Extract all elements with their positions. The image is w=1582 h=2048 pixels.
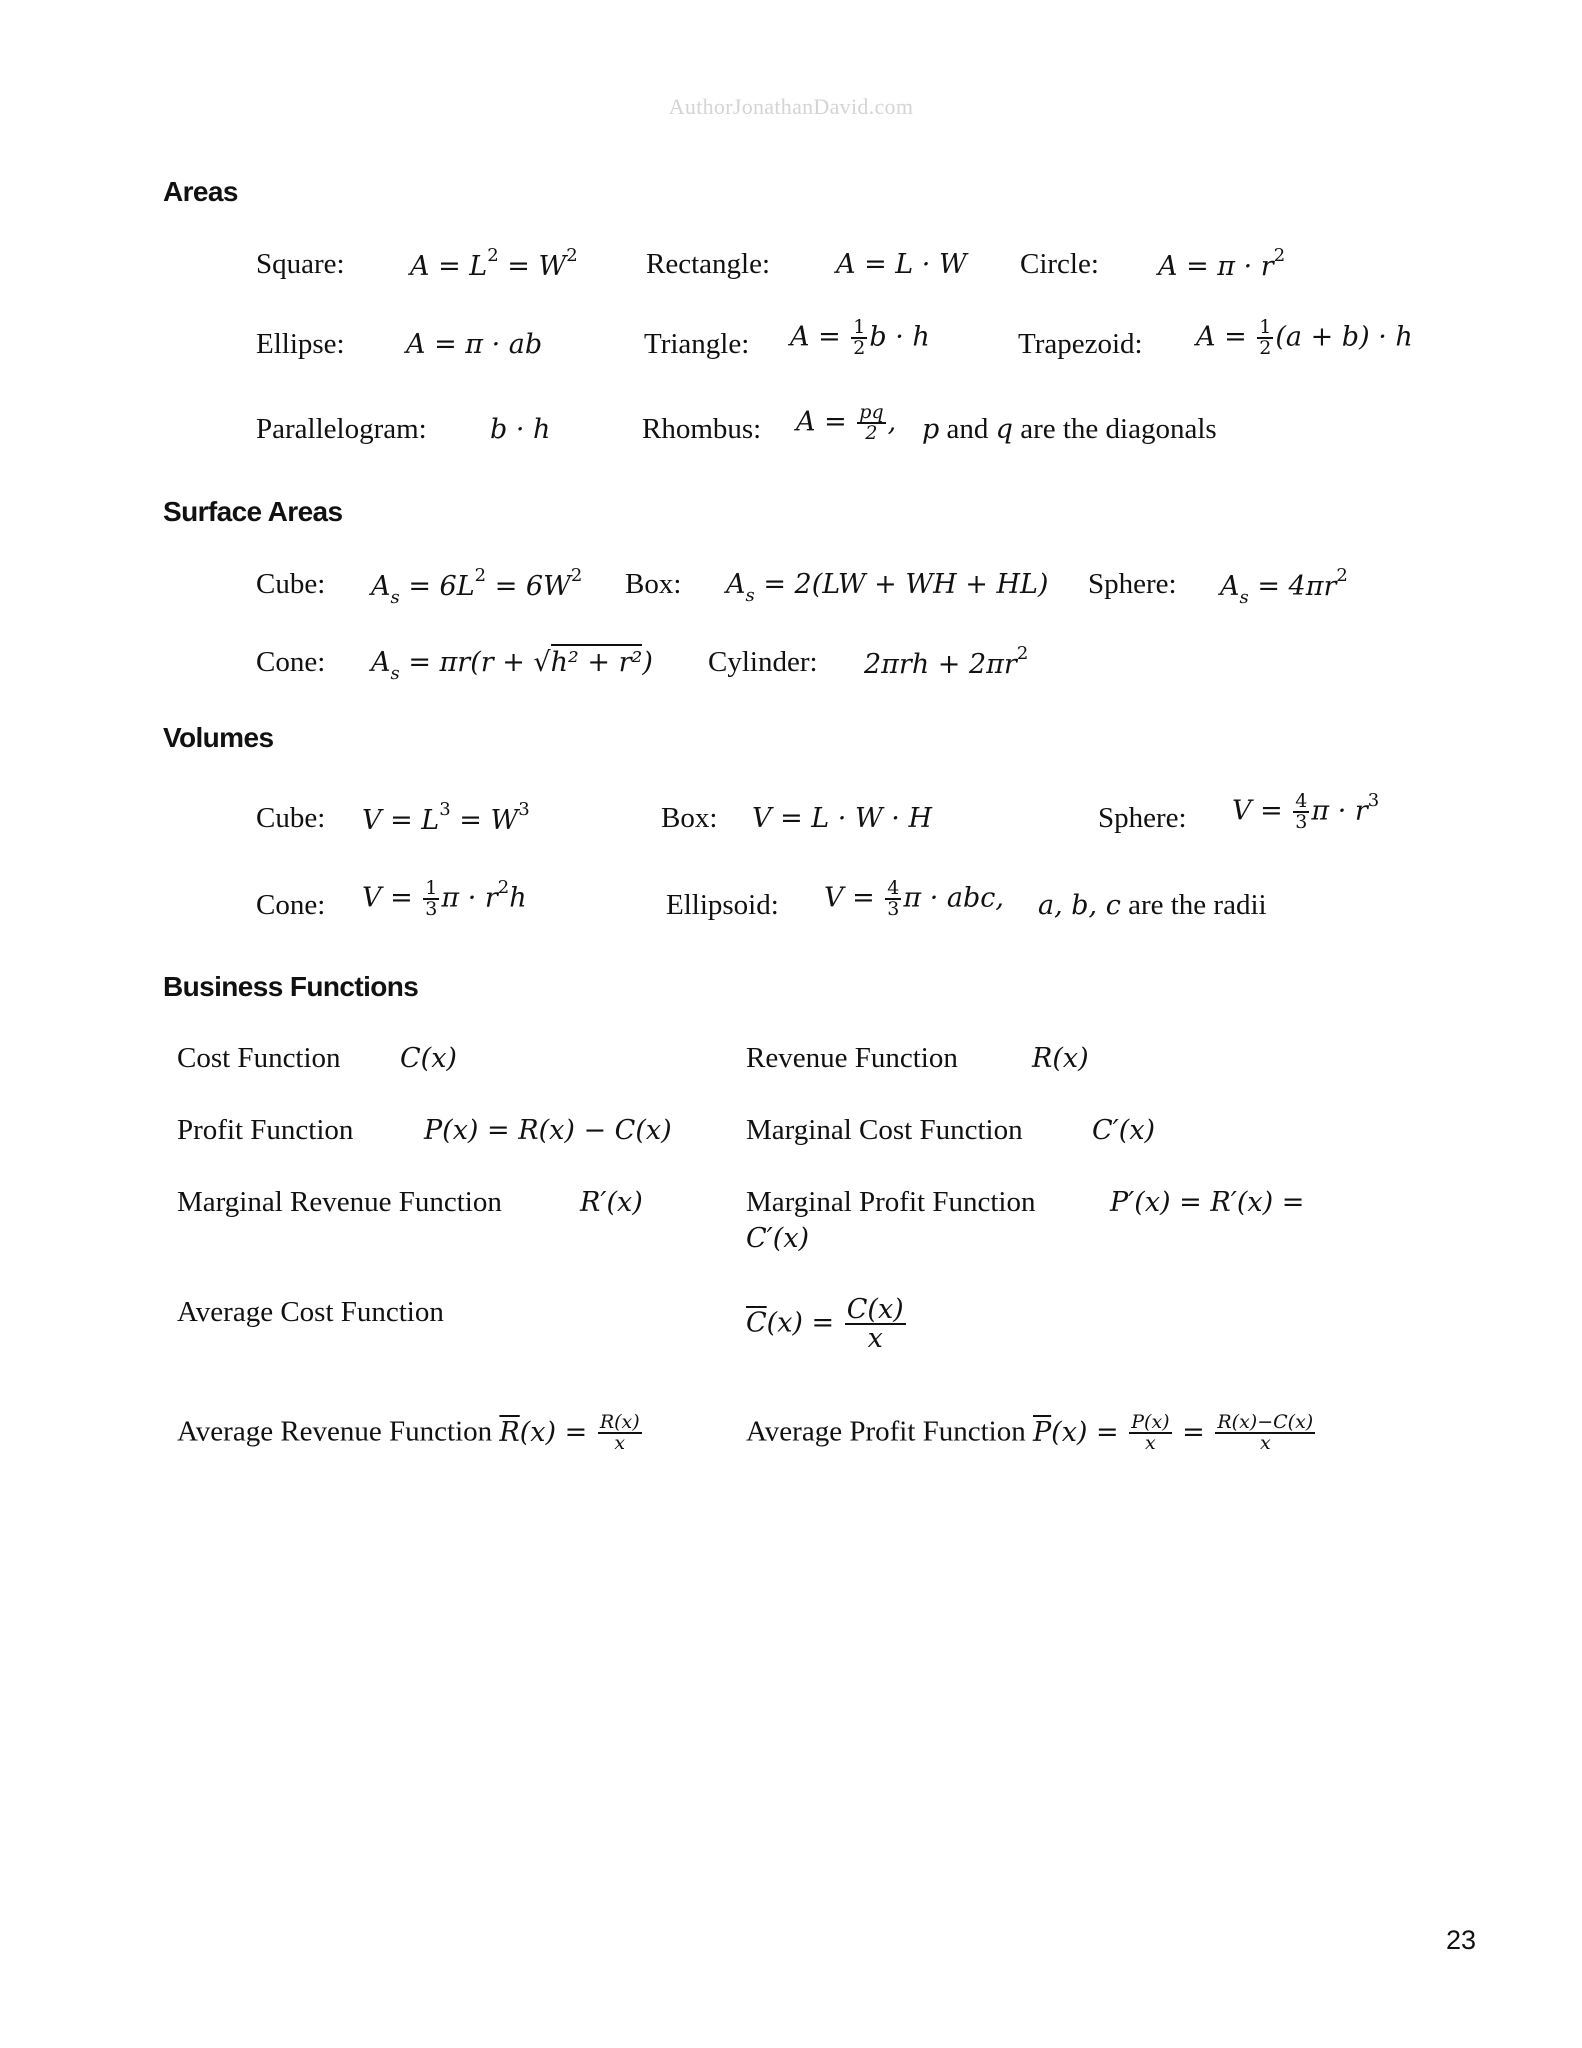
formula-vol-box: V = L · W · H: [752, 803, 933, 834]
formula-sa-cylinder: $2\pi rh + 2\pi r^2$: [864, 643, 1029, 680]
section-heading-areas: Areas: [163, 176, 238, 207]
label-marginal-profit-function: Marginal Profit Function: [746, 1186, 1036, 1218]
formula-cost-function: C(x): [400, 1043, 457, 1074]
formula-marginal-profit-line1: P′(x) = R′(x) =: [1110, 1187, 1305, 1218]
formula-triangle: A = $\frac{1}{2}$ b · h: [790, 316, 930, 359]
label-revenue-function: Revenue Function: [746, 1042, 958, 1074]
label-sa-sphere: Sphere:: [1088, 568, 1177, 600]
formula-sa-box: $A_s = 2(LW$ + WH + HL): [726, 569, 1049, 607]
page-number: 23: [1446, 1925, 1477, 1955]
formula-rhombus: A = $\frac{pq}{2}$ ,: [796, 401, 897, 444]
formula-rectangle: A = L · W: [836, 249, 967, 280]
ellipsoid-note: a, b, c are the radii: [1038, 889, 1267, 921]
header-watermark: AuthorJonathanDavid.com: [668, 94, 914, 119]
label-ellipse: Ellipse:: [256, 328, 345, 360]
formula-square: $A = L^2 = W^2$: [410, 245, 578, 282]
label-rectangle: Rectangle:: [646, 248, 771, 280]
formula-marginal-revenue-function: R′(x): [580, 1187, 643, 1218]
formula-parallelogram: b · h: [490, 414, 551, 445]
formula-revenue-function: R(x): [1032, 1043, 1089, 1074]
label-parallelogram: Parallelogram:: [256, 413, 427, 445]
label-vol-cone: Cone:: [256, 889, 326, 921]
label-vol-ellipsoid: Ellipsoid:: [666, 889, 779, 921]
formula-sa-sphere: $A_s = 4\pi r^2$: [1220, 565, 1348, 609]
formula-vol-ellipsoid: V = $\frac{4}{3}$ π · abc,: [824, 877, 1004, 920]
label-sa-cone: Cone:: [256, 646, 326, 678]
section-heading-volumes: Volumes: [163, 722, 274, 753]
label-rhombus: Rhombus:: [642, 413, 762, 445]
label-square: Square:: [256, 248, 345, 280]
label-vol-box: Box:: [661, 802, 718, 834]
label-triangle: Triangle:: [644, 328, 750, 360]
formula-circle: $A = \pi \cdot r^2$: [1158, 245, 1286, 282]
label-vol-cube: Cube:: [256, 802, 326, 834]
label-circle: Circle:: [1020, 248, 1099, 280]
label-average-cost-function: Average Cost Function: [177, 1296, 444, 1328]
formula-trapezoid: A = $\frac{1}{2}$ (a + b) · h: [1196, 316, 1413, 359]
label-average-profit-function: Average Profit Function $\overline{P}(x)$ = $\frac{P(x)}{x}$ = $\frac{R(x)-C(x)}{x}$: [746, 1413, 1317, 1453]
section-heading-surface-areas: Surface Areas: [163, 496, 343, 527]
formula-vol-cone: V = $\frac{1}{3}$ $\pi \cdot r^2h$: [362, 876, 527, 920]
formula-average-cost-function: $\overline{C}(x)$ = $\frac{C(x)}{x}$: [746, 1294, 904, 1354]
label-average-revenue-function: Average Revenue Function $\overline{R}(x)$ = $\frac{R(x)}{x}$: [177, 1413, 644, 1453]
formula-vol-sphere: V = $\frac{4}{3}$ $\pi \cdot r^3$: [1232, 789, 1380, 833]
label-trapezoid: Trapezoid:: [1018, 328, 1143, 360]
rhombus-note: p and q are the diagonals: [922, 413, 1217, 445]
label-vol-sphere: Sphere:: [1098, 802, 1187, 834]
formula-sa-cone: $A_s = \pi r(r + √h^2 + r^2)$: [371, 647, 653, 682]
formula-vol-cube: $V = L^3 = W^3$: [362, 799, 530, 836]
formula-marginal-cost-function: C′(x): [1092, 1115, 1156, 1146]
label-sa-cylinder: Cylinder:: [708, 646, 818, 678]
label-sa-cube: Cube:: [256, 568, 326, 600]
label-profit-function: Profit Function: [177, 1114, 354, 1146]
formula-marginal-profit-line2: C′(x): [746, 1223, 810, 1254]
label-marginal-revenue-function: Marginal Revenue Function: [177, 1186, 502, 1218]
label-marginal-cost-function: Marginal Cost Function: [746, 1114, 1023, 1146]
formula-sa-cube: $A_s = 6L^2 = 6W^2$: [371, 565, 583, 609]
formula-profit-function: P(x) = R(x) − C(x): [424, 1115, 672, 1146]
section-heading-business-functions: Business Functions: [163, 971, 419, 1002]
formula-average-revenue-function: $\overline{R}(x)$ = $\frac{R(x)}{x}$: [499, 1411, 640, 1454]
label-cost-function: Cost Function: [177, 1042, 341, 1074]
formula-average-profit-function: $\overline{P}(x)$ = $\frac{P(x)}{x}$ = $\frac{R(x)-C(x)}{x}$: [1032, 1411, 1314, 1454]
label-sa-box: Box:: [625, 568, 682, 600]
formula-ellipse: A = π · ab: [406, 329, 543, 360]
